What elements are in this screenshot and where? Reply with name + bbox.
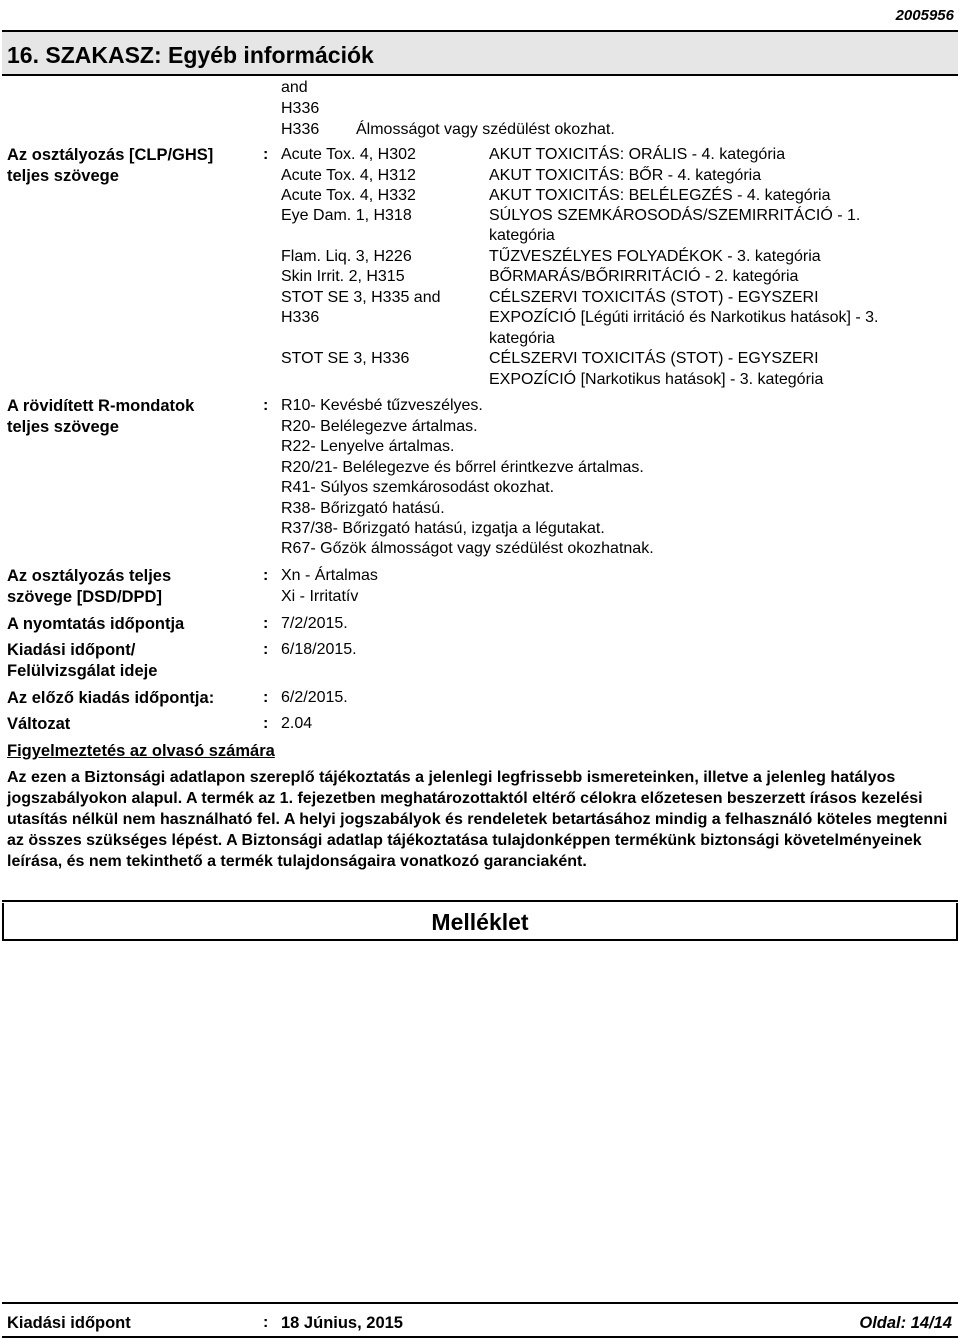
version-value: 2.04: [281, 715, 313, 732]
footer-bar: [2, 1302, 958, 1338]
notice-text: Az ezen a Biztonsági adatlapon szereplő tájékoztatás a jelenlegi legfrissebb ismereteinken, illetve a jelenleg hatályos jogszabályokon alapul. A termék az 1. fejezetben meghatározottaktól eltérő célokra előzetesen beszerzett írásos kezelési utasítás nélkül nem használható fel. A helyi jogszabályok és rendeletek betartásához mindig a felhasználó köteles megtenni az összes szükséges lépést. A Biztonsági adatlap tájékoztatása tulajdonképpen termékünk biztonsági követelményeinek leírása, és nem tekinthető a termék tulajdonságaira vonatkozó garanciaként.: [7, 769, 948, 870]
hazard-code: STOT SE 3, H335 and: [281, 289, 441, 306]
clp-label: Az osztályozás [CLP/GHS]: [7, 146, 214, 164]
colon: :: [263, 567, 269, 584]
r-phrase: R67- Gőzök álmosságot vagy szédülést okozhatnak.: [281, 540, 654, 557]
annex-title: Melléklet: [431, 909, 529, 935]
colon: :: [263, 146, 269, 163]
footer-date: 18 Június, 2015: [281, 1314, 403, 1332]
hazard-code: Acute Tox. 4, H302: [281, 146, 416, 163]
hazard-code: Acute Tox. 4, H332: [281, 187, 416, 204]
r-phrase: R41- Súlyos szemkárosodást okozhat.: [281, 479, 555, 496]
hazard-text: AKUT TOXICITÁS: ORÁLIS - 4. kategória: [489, 146, 786, 163]
colon: :: [263, 397, 269, 414]
hazard-text: TŰZVESZÉLYES FOLYADÉKOK - 3. kategória: [489, 248, 821, 265]
prev-issue-value: 6/2/2015.: [281, 689, 348, 706]
hazard-text: CÉLSZERVI TOXICITÁS (STOT) - EGYSZERI: [489, 289, 819, 306]
continuation-line: and: [281, 79, 308, 96]
section-title: 16. SZAKASZ: Egyéb információk: [7, 42, 374, 68]
r-phrases-label: A rövidített R-mondatok: [7, 397, 195, 415]
dsd-label: Az osztályozás teljes: [7, 567, 172, 585]
hazard-code: Acute Tox. 4, H312: [281, 167, 416, 184]
hazard-text: BŐRMARÁS/BŐRIRRITÁCIÓ - 2. kategória: [489, 268, 799, 285]
r-phrase: R37/38- Bőrizgató hatású, izgatja a légutakat.: [281, 520, 605, 537]
hazard-code: STOT SE 3, H336: [281, 350, 410, 367]
hazard-text: EXPOZÍCIÓ [Légúti irritáció és Narkotikus hatások] - 3.: [489, 309, 879, 326]
colon: :: [263, 689, 269, 706]
hazard-text: EXPOZÍCIÓ [Narkotikus hatások] - 3. kategória: [489, 371, 824, 388]
colon: :: [263, 641, 269, 658]
continuation-text: Álmosságot vagy szédülést okozhat.: [356, 121, 615, 138]
dsd-item: Xi - Irritatív: [281, 588, 359, 605]
r-phrase: R20- Belélegezve ártalmas.: [281, 418, 478, 435]
hazard-text: AKUT TOXICITÁS: BŐR - 4. kategória: [489, 167, 762, 184]
colon: :: [263, 1314, 269, 1331]
notice-heading: Figyelmeztetés az olvasó számára: [7, 742, 275, 760]
r-phrase: R22- Lenyelve ártalmas.: [281, 438, 455, 455]
r-phrase: R10- Kevésbé tűzveszélyes.: [281, 397, 483, 414]
hazard-text: AKUT TOXICITÁS: BELÉLEGZÉS - 4. kategória: [489, 187, 831, 204]
r-phrases-label: teljes szövege: [7, 418, 119, 436]
hazard-text: kategória: [489, 330, 555, 347]
r-phrase: R38- Bőrizgató hatású.: [281, 500, 445, 517]
footer-label: Kiadási időpont: [7, 1314, 131, 1332]
colon: :: [263, 615, 269, 632]
continuation-code: H336: [281, 121, 320, 138]
print-date-label: A nyomtatás időpontja: [7, 615, 185, 633]
hazard-code: Skin Irrit. 2, H315: [281, 268, 405, 285]
print-date-value: 7/2/2015.: [281, 615, 348, 632]
r-phrase: R20/21- Belélegezve és bőrrel érintkezve ártalmas.: [281, 459, 644, 476]
page-number: Oldal: 14/14: [859, 1314, 952, 1332]
hazard-text: kategória: [489, 227, 555, 244]
dsd-label: szövege [DSD/DPD]: [7, 588, 162, 606]
document-id: 2005956: [895, 7, 954, 24]
hazard-code: H336: [281, 309, 320, 326]
hazard-text: CÉLSZERVI TOXICITÁS (STOT) - EGYSZERI: [489, 350, 819, 367]
issue-date-label: Felülvizsgálat ideje: [7, 662, 158, 680]
issue-date-label: Kiadási időpont/: [7, 641, 136, 659]
continuation-line: H336: [281, 100, 320, 117]
colon: :: [263, 715, 269, 732]
clp-label: teljes szövege: [7, 167, 119, 185]
version-label: Változat: [7, 715, 71, 733]
divider: [2, 900, 958, 902]
issue-date-value: 6/18/2015.: [281, 641, 357, 658]
hazard-code: Flam. Liq. 3, H226: [281, 248, 412, 265]
prev-issue-label: Az előző kiadás időpontja:: [7, 689, 215, 707]
dsd-item: Xn - Ártalmas: [281, 567, 378, 584]
hazard-text: SÚLYOS SZEMKÁROSODÁS/SZEMIRRITÁCIÓ - 1.: [489, 207, 861, 224]
hazard-code: Eye Dam. 1, H318: [281, 207, 412, 224]
